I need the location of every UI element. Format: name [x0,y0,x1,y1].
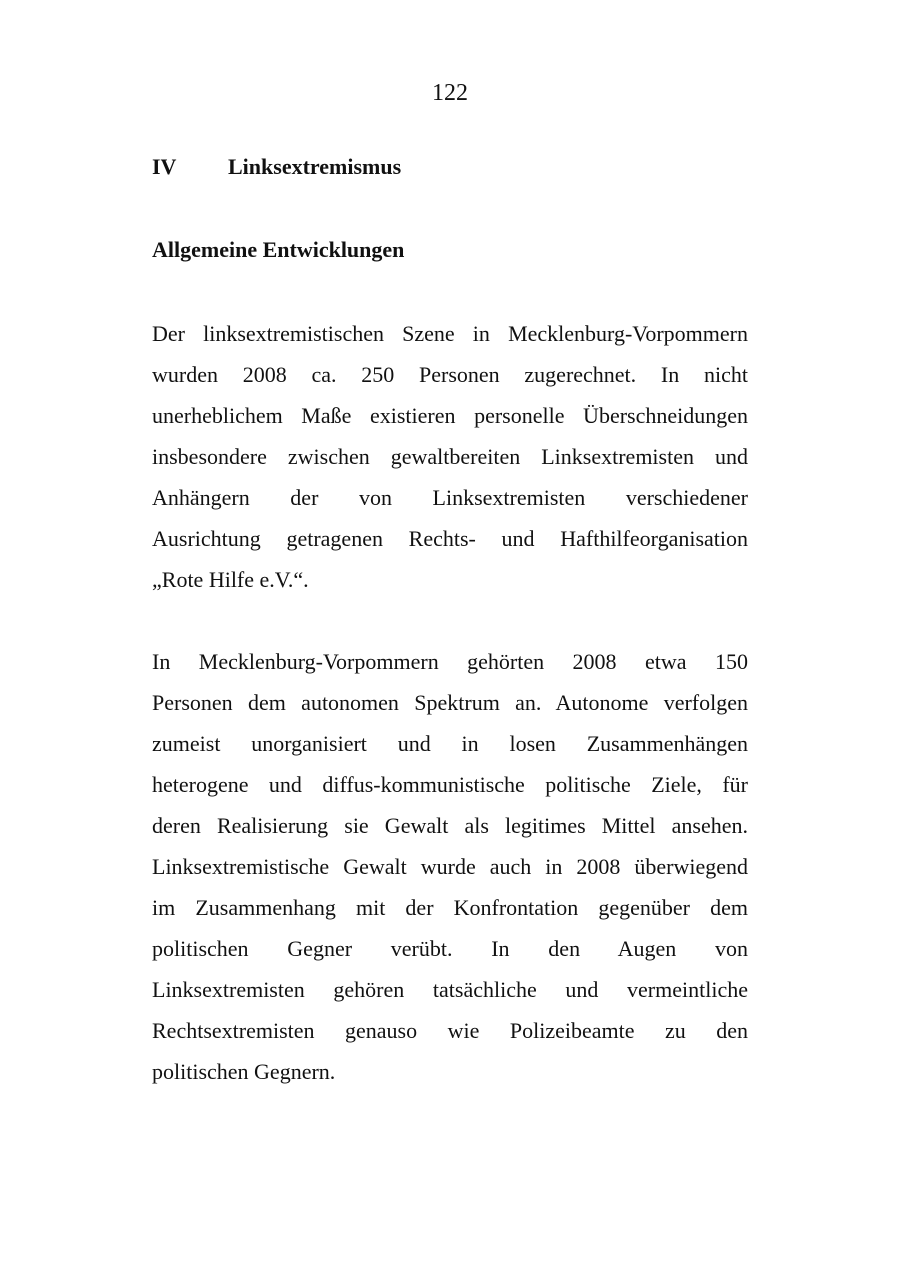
page-number: 122 [432,80,468,106]
text-line: im Zusammenhang mit der Konfrontation gegenüber dem [152,895,748,920]
text-line: Linksextremistische Gewalt wurde auch in 2008 überwiegend [152,854,748,879]
section-heading: Allgemeine Entwicklungen [152,237,405,262]
chapter-numeral: IV [152,154,177,179]
text-line: Anhängern der von Linksextremisten verschiedener [152,485,748,510]
text-line: zumeist unorganisiert und in losen Zusammenhängen [152,731,748,756]
text-line: Linksextremisten gehören tatsächliche und vermeintliche [152,977,748,1002]
chapter-heading [152,153,401,181]
text-line: Der linksextremistischen Szene in Mecklenburg-Vorpommern [152,321,748,346]
text-line: „Rote Hilfe e.V.“. [152,567,309,592]
text-line: insbesondere zwischen gewaltbereiten Linksextremisten und [152,444,748,469]
chapter-title: Linksextremismus [228,154,402,179]
paragraph-2 [152,641,748,1092]
text-line: Ausrichtung getragenen Rechts- und Hafthilfeorganisation [152,526,748,551]
text-line: Rechtsextremisten genauso wie Polizeibeamte zu den [152,1018,748,1043]
text-line: deren Realisierung sie Gewalt als legitimes Mittel ansehen. [152,813,748,838]
text-line: heterogene und diffus-kommunistische politische Ziele, für [152,772,748,797]
text-line: politischen Gegner verübt. In den Augen von [152,936,748,961]
text-line: wurden 2008 ca. 250 Personen zugerechnet. In nicht [152,362,748,387]
paragraph-1 [152,313,748,600]
text-line: unerheblichem Maße existieren personelle Überschneidungen [152,403,748,428]
text-line: politischen Gegnern. [152,1059,336,1084]
text-line: Personen dem autonomen Spektrum an. Autonome verfolgen [152,690,748,715]
text-line: In Mecklenburg-Vorpommern gehörten 2008 etwa 150 [152,649,748,674]
